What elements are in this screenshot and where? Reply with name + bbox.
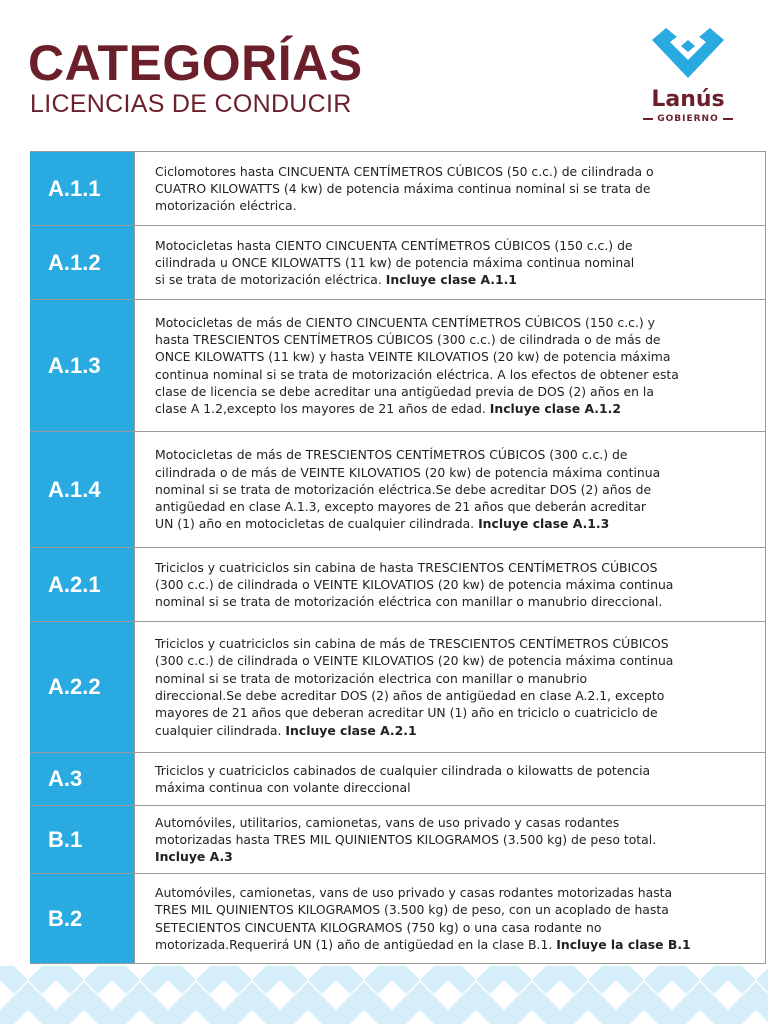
description-line [155,314,753,331]
description-text: ONCE KILOWATTS (11 kw) y hasta VEINTE KILOVATIOS (20 kw) de potencia máxima [155,349,671,365]
description-text: cualquier cilindrada. [155,722,282,738]
page-subtitle: LICENCIAS DE CONDUCIR [30,90,352,118]
description-text: si se trata de motorización eléctrica. [155,272,382,288]
description-text: nominal si se trata de motorización eléctrica con manillar o manubrio direccional. [155,594,663,610]
description-line [155,936,753,953]
description-text: (300 c.c.) de cilindrada o VEINTE KILOVATIOS (20 kw) de potencia máxima continua [155,653,674,669]
description-text: hasta TRESCIENTOS CENTÍMETROS CÚBICOS (300 c.c.) de cilindrada o de más de [155,331,661,347]
description-text: antigüedad en clase A.1.3, excepto mayores de 21 años que deberán acreditar [155,499,647,515]
lanus-heart-logo-icon [648,26,728,82]
description-line [155,498,753,515]
description-line [155,831,753,848]
description-text: nominal si se trata de motorización eléctrica.Se debe acreditar DOS (2) años de [155,481,652,497]
includes-label: Incluye clase A.1.1 [385,272,517,288]
footer-pattern [0,966,768,1024]
description-text: cilindrada o de más de VEINTE KILOVATIOS (20 kw) de potencia máxima continua [155,464,661,480]
category-code: A.1.1 [30,152,134,225]
category-row [30,753,766,806]
description-text: Motocicletas hasta CIENTO CINCUENTA CENTÍMETROS CÚBICOS (150 c.c.) de [155,237,633,253]
description-text: CUATRO KILOWATTS (4 kw) de potencia máxima continua nominal si se trata de [155,180,651,196]
includes-label: Incluye clase A.2.1 [285,722,417,738]
category-row [30,152,766,226]
category-row [30,874,766,964]
description-line [155,901,753,918]
description-text: máxima continua con volante direccional [155,780,411,795]
category-description [134,806,766,873]
category-row [30,806,766,874]
description-line [155,446,753,463]
description-line [155,383,753,400]
description-text: TRES MIL QUINIENTOS KILOGRAMOS (3.500 kg) de peso, con un acoplado de hasta [155,902,669,918]
description-text: Ciclomotores hasta CINCUENTA CENTÍMETROS CÚBICOS (50 c.c.) de cilindrada o [155,163,654,179]
category-description [134,548,766,621]
description-line [155,652,753,669]
includes-label: Incluye clase A.1.2 [489,401,621,417]
category-code: A.1.2 [30,226,134,299]
category-row [30,548,766,622]
category-description [134,622,766,752]
description-line [155,593,753,610]
description-text: nominal si se trata de motorización electrica con manillar o manubrio [155,670,588,686]
description-text: SETECIENTOS CINCUENTA KILOGRAMOS (750 kg) o una casa rodante no [155,919,602,935]
category-code: B.2 [30,874,134,963]
description-text: direccional.Se debe acreditar DOS (2) años de antigüedad en clase A.2.1, excepto [155,688,665,703]
description-text: Automóviles, camionetas, vans de uso privado y casas rodantes motorizadas hasta [155,884,673,900]
description-line [155,722,753,739]
description-line [155,197,753,214]
category-description [134,432,766,547]
description-text: Triciclos y cuatriciclos sin cabina de más de TRESCIENTOS CENTÍMETROS CÚBICOS [155,636,669,652]
description-line [155,884,753,901]
description-line [155,779,753,796]
description-text: Motocicletas de más de TRESCIENTOS CENTÍMETROS CÚBICOS (300 c.c.) de [155,447,628,463]
includes-label: Incluye A.3 [155,849,233,865]
category-code: A.1.4 [30,432,134,547]
description-line [155,331,753,348]
category-description [134,874,766,963]
description-line [155,670,753,687]
lanus-logo [636,26,740,126]
description-line [155,400,753,417]
logo-sub-text: GOBIERNO [657,114,719,124]
description-text: clase de licencia se debe acreditar una antigüedad previa de DOS (2) años en la [155,383,654,399]
category-code: B.1 [30,806,134,873]
description-text: cilindrada u ONCE KILOWATTS (11 kw) de potencia máxima continua nominal [155,254,635,270]
description-text: Triciclos y cuatriciclos sin cabina de hasta TRESCIENTOS CENTÍMETROS CÚBICOS [155,559,658,575]
description-text: Automóviles, utilitarios, camionetas, vans de uso privado y casas rodantes [155,814,620,830]
description-line [155,704,753,721]
description-line [155,814,753,831]
page-title: CATEGORÍAS [28,35,363,91]
logo-subtitle [636,114,740,124]
category-description [134,753,766,805]
category-row [30,300,766,432]
category-row [30,622,766,753]
description-text: Motocicletas de más de CIENTO CINCUENTA CENTÍMETROS CÚBICOS (150 c.c.) y [155,314,656,330]
description-line [155,237,753,254]
description-line [155,464,753,481]
description-text: mayores de 21 años que deberan acreditar UN (1) año en triciclo o cuatriciclo de [155,705,658,721]
description-line [155,576,753,593]
category-description [134,226,766,299]
includes-label: Incluye clase A.1.3 [478,516,610,532]
description-line [155,348,753,365]
category-code: A.1.3 [30,300,134,431]
description-line [155,163,753,180]
logo-name: Lanús [651,87,725,112]
description-line [155,919,753,936]
description-text: motorizada.Requerirá UN (1) año de antigüedad en la clase B.1. [155,936,553,952]
description-text: continua nominal si se trata de motorización eléctrica. A los efectos de obtener esta [155,366,679,382]
description-line [155,366,753,383]
logo-divider [643,118,653,120]
description-line [155,762,753,779]
description-line [155,271,753,288]
description-text: Triciclos y cuatriciclos cabinados de cualquier cilindrada o kilowatts de potencia [155,762,651,778]
logo-divider [723,118,733,120]
category-code: A.3 [30,753,134,805]
description-line [155,481,753,498]
category-code: A.2.1 [30,548,134,621]
page-header [28,35,363,118]
description-line [155,515,753,532]
category-description [134,300,766,431]
description-text: (300 c.c.) de cilindrada o VEINTE KILOVATIOS (20 kw) de potencia máxima continua [155,576,674,592]
category-description [134,152,766,225]
description-line [155,180,753,197]
category-code: A.2.2 [30,622,134,752]
description-text: motorización eléctrica. [155,198,297,214]
includes-label: Incluye la clase B.1 [556,936,691,952]
description-text: clase A 1.2,excepto los mayores de 21 años de edad. [155,401,486,417]
description-text: UN (1) año en motocicletas de cualquier cilindrada. [155,516,475,532]
description-line [155,254,753,271]
category-row [30,432,766,548]
category-row [30,226,766,300]
description-line [155,848,753,865]
description-line [155,687,753,704]
description-line [155,635,753,652]
categories-table [30,151,766,964]
description-line [155,559,753,576]
description-text: motorizadas hasta TRES MIL QUINIENTOS KILOGRAMOS (3.500 kg) de peso total. [155,831,657,847]
